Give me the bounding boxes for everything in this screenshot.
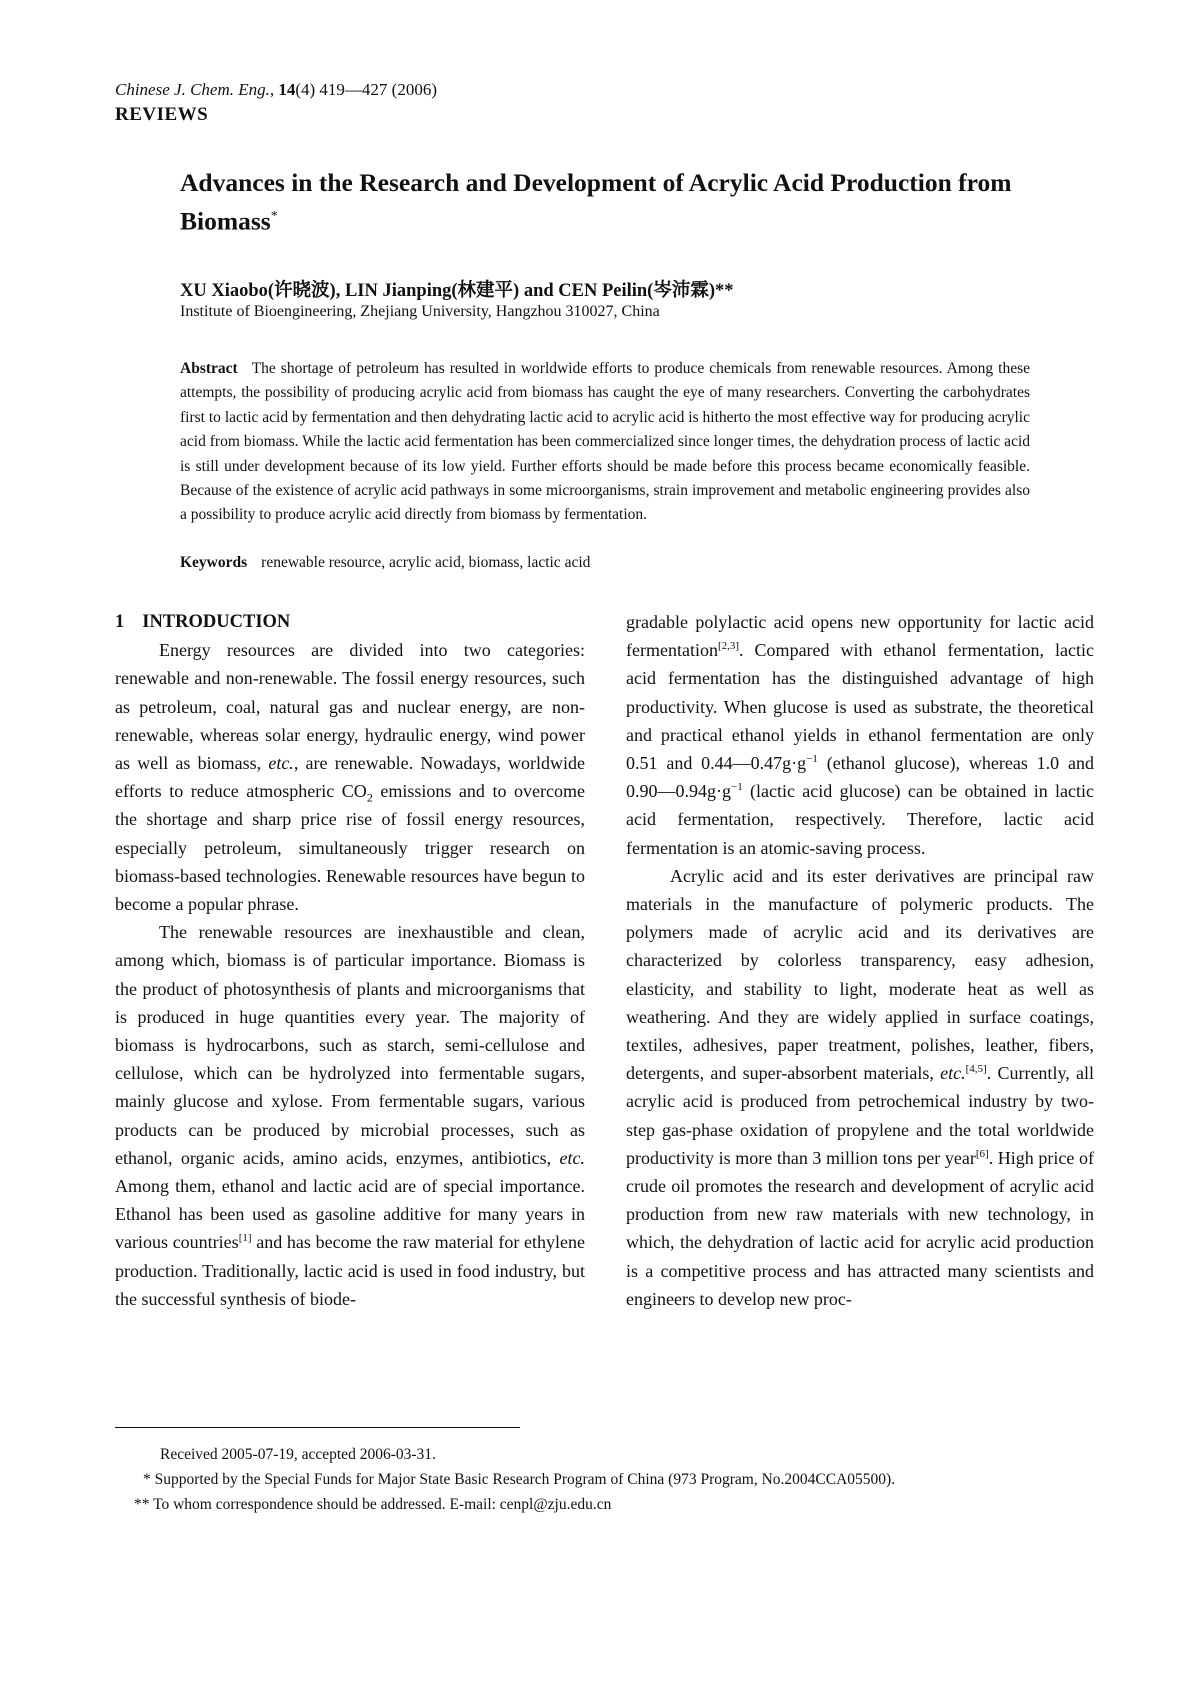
italic-text: etc. xyxy=(940,1063,966,1084)
italic-text: etc. xyxy=(559,1147,585,1168)
affiliation: Institute of Bioengineering, Zhejiang University, Hangzhou 310027, China xyxy=(180,303,660,320)
citation-ref: [4,5] xyxy=(965,1063,987,1076)
title-footnote-mark: * xyxy=(270,209,278,224)
footnote-correspondence: ** To whom correspondence should be addressed. E-mail: cenpl@zju.edu.cn xyxy=(134,1496,612,1513)
keywords-text: renewable resource, acrylic acid, biomass, lactic acid xyxy=(261,554,591,571)
paragraph-text: (lactic acid glucose) can be obtained in lactic acid fermentation, respectively. Therefore, lactic acid fermentation is an atomic-saving process. xyxy=(626,781,1094,858)
paragraph-text: Among them, ethanol and lactic acid are of special importance. Ethanol has been used as gasoline additive for many years in various countries xyxy=(115,1176,585,1253)
keywords xyxy=(180,554,590,572)
article-title xyxy=(180,166,1060,239)
paragraph-text: emissions and to overcome the shortage and sharp price rise of fossil energy resources, especially petroleum, simultaneously trigger research on biomass-based technologies. Renewable resources have begun to become a popular phrase. xyxy=(115,781,585,915)
paragraph-continued xyxy=(626,608,1094,862)
paragraph xyxy=(626,862,1094,1313)
section-title: INTRODUCTION xyxy=(142,612,291,632)
paragraph-text: , are renewable. Nowadays, worldwide efforts to reduce atmospheric CO xyxy=(115,753,586,802)
citation-ref: [1] xyxy=(238,1232,252,1245)
superscript: −1 xyxy=(731,781,743,794)
paragraph-text: . High price of crude oil promotes the research and development of acrylic acid production from new raw materials with new technology, in which, the dehydration of lactic acid for acrylic acid production is a competitive process and has attracted many scientists and engineers to develop new proc- xyxy=(626,1147,1095,1309)
authors: XU Xiaobo(许晓波), LIN Jianping(林建平) and CEN Peilin(岑沛霖)** xyxy=(180,281,734,301)
subscript: 2 xyxy=(366,790,373,805)
paragraph-text: Energy resources are divided into two categories: renewable and non-renewable. The fossil energy resources, such as petroleum, coal, natural gas and nuclear energy, are non-renewable, whereas solar energy, hydraulic energy, wind power as well as biomass, xyxy=(115,640,585,774)
article-type: REVIEWS xyxy=(115,104,209,125)
citation-ref: [2,3] xyxy=(717,640,740,653)
section-heading xyxy=(115,608,585,636)
footnote-support: * Supported by the Special Funds for Major State Basic Research Program of China (973 Program, No.2004CCA05500). xyxy=(143,1471,896,1488)
abstract xyxy=(180,357,1030,528)
footnote-rule xyxy=(115,1427,520,1428)
paragraph-text: Acrylic acid and its ester derivatives are principal raw materials in the manufacture of polymeric products. The polymers made of acrylic acid and its derivatives are characterized by colorless transparency, easy adhesion, elasticity, and stability to light, moderate heat as well as weathering. And they are widely applied in surface coatings, textiles, adhesives, paper treatment, polishes, leather, fibers, detergents, and super-absorbent materials, xyxy=(626,865,1094,1084)
journal-issue-pages-year: (4) 419—427 (2006) xyxy=(295,80,438,99)
body-column-right xyxy=(626,608,1094,1313)
footnote-received: Received 2005-07-19, accepted 2006-03-31. xyxy=(160,1446,436,1463)
superscript: −1 xyxy=(806,753,818,766)
abstract-text: The shortage of petroleum has resulted in worldwide efforts to produce chemicals from renewable resources. Among these attempts, the possibility of producing acrylic acid from biomass has caught the eye of many researchers. Converting the carbohydrates first to lactic acid by fermentation and then dehydrating lactic acid to acrylic acid is hitherto the most effective way for producing acrylic acid from biomass. While the lactic acid fermentation has been commercialized since longer times, the dehydration process of lactic acid is still under development because of its low yield. Further efforts should be made before this process became economically feasible. Because of the existence of acrylic acid pathways in some microorganisms, strain improvement and metabolic engineering provides also a possibility to produce acrylic acid directly from biomass by fermentation. xyxy=(180,360,1030,524)
paragraph-text: . Compared with ethanol fermentation, lactic acid fermentation has the distinguished advantage of high productivity. When glucose is used as substrate, the theoretical and practical ethanol yields in ethanol fermentation are only 0.51 and 0.44—0.47g·g xyxy=(626,640,1094,774)
paragraph xyxy=(115,918,585,1313)
paragraph-text: The renewable resources are inexhaustible and clean, among which, biomass is of particular importance. Biomass is the product of photosynthesis of plants and microorganisms that is produced in huge quantities every year. The majority of biomass is hydrocarbons, such as starch, semi-cellulose and cellulose, which can be hydrolyzed into fermentable sugars, mainly glucose and xylose. From fermentable sugars, various products can be produced by microbial processes, such as ethanol, organic acids, amino acids, enzymes, antibiotics, xyxy=(115,922,585,1168)
journal-citation: Chinese J. Chem. Eng., 14(4) 419—427 (2006) xyxy=(115,80,438,99)
journal-name: Chinese J. Chem. Eng. xyxy=(115,80,270,99)
paragraph-text: gradable polylactic acid opens new opportunity for lactic acid fermentation xyxy=(626,612,1094,661)
paragraph-text: and has become the raw material for ethylene production. Traditionally, lactic acid is used in food industry, but the successful synthesis of biode- xyxy=(115,1232,586,1309)
abstract-label: Abstract xyxy=(180,360,238,377)
section-number: 1 xyxy=(115,612,125,632)
body-column-left xyxy=(115,608,585,1313)
journal-volume: 14 xyxy=(278,80,296,99)
paragraph xyxy=(115,636,585,918)
paragraph-text: (ethanol glucose), whereas 1.0 and 0.90—0.94g·g xyxy=(626,753,1094,802)
citation-ref: [6] xyxy=(975,1147,989,1160)
paragraph-text: . Currently, all acrylic acid is produced from petrochemical industry by two-step gas-phase oxidation of propylene and the total worldwide productivity is more than 3 million tons per year xyxy=(626,1063,1094,1168)
italic-text: etc. xyxy=(268,753,294,774)
keywords-label: Keywords xyxy=(180,554,248,571)
article-title-text: Advances in the Research and Development of Acrylic Acid Production from Biomass xyxy=(180,168,1012,236)
